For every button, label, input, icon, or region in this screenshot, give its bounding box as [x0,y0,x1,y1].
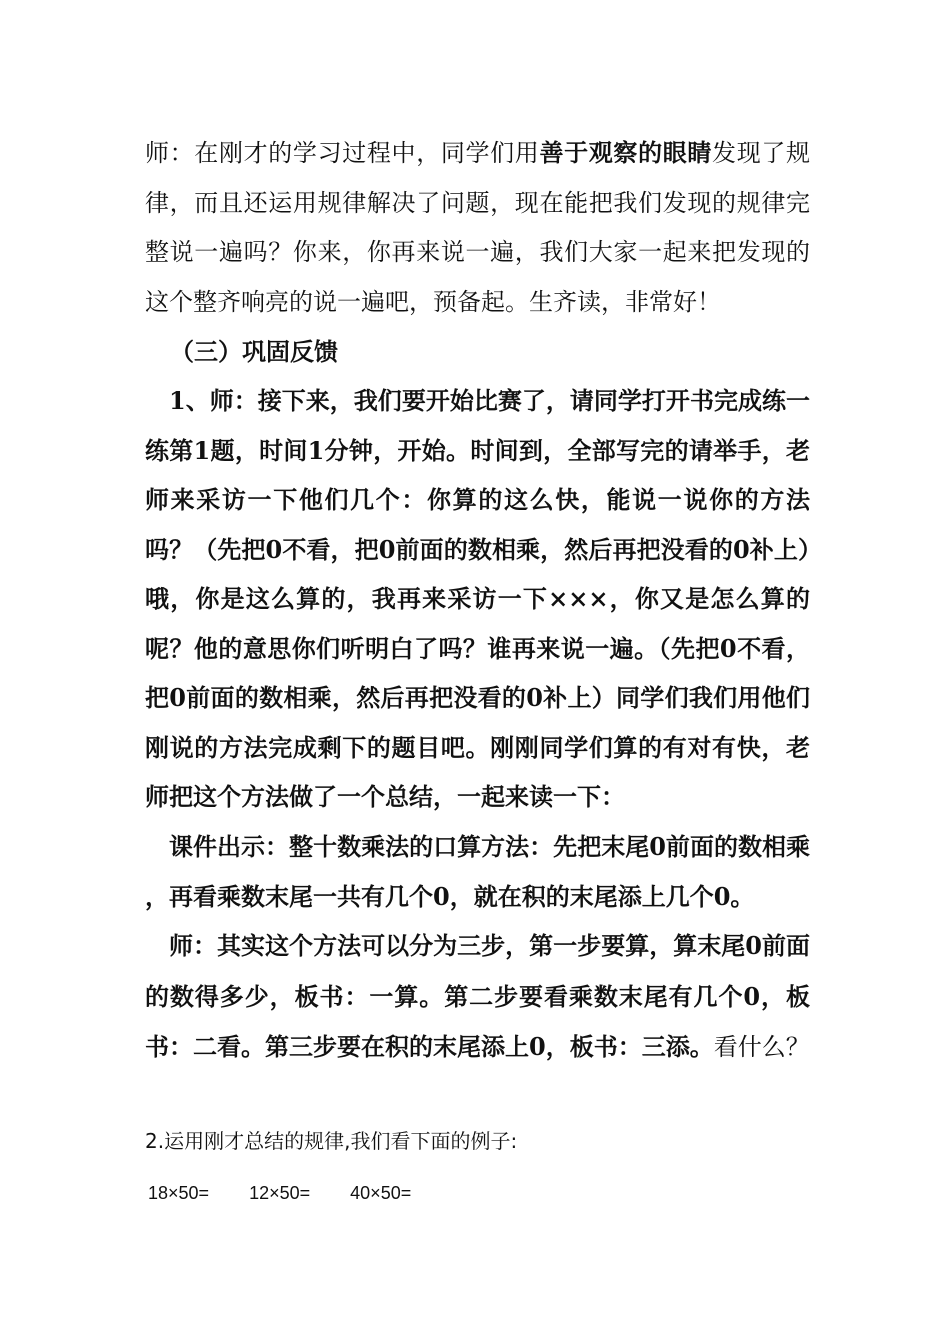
three-steps-paragraph [145,921,810,1073]
expression-item: 40×50= [350,1183,412,1203]
expression-item: 18×50= [148,1183,210,1203]
three-steps-bold: 师：其实这个方法可以分为三步，第一步要算，算末尾0前面的数得多少，板书：一算。第二步要看乘数末尾有几个0，板书：二看。第三步要在积的末尾添上0，板书：三添。 [145,931,810,1061]
section-heading: （三）巩固反馈 [170,337,338,366]
example-expressions [148,1183,451,1204]
courseware-paragraph: 课件出示：整十数乘法的口算方法：先把末尾0前面的数相乘 ，再看乘数末尾一共有几个0，就在积的末尾添上几个0。 [145,832,810,911]
expression-item: 12×50= [249,1183,311,1203]
example-intro: 2.运用刚才总结的规律,我们看下面的例子: [145,1129,518,1153]
paragraph1-emphasis: 善于观察的眼睛 [539,138,713,167]
three-steps-tail: 看什么？ [713,1033,810,1061]
exercise-paragraph: 1、师：接下来，我们要开始比赛了，请同学打开书完成练一练第1题，时间1分钟，开始。时间到，全部写完的请举手，老师来采访一下他们几个：你算的这么快，能说一说你的方法吗？（先把0不看，把0前面的数相乘，然后再把没看的0补上）哦，你是这么算的，我再来采访一下×××，你又是怎么算的呢？他的意思你们听明白了吗？谁再来说一遍。（先把0不看，把0前面的数相乘，然后再把没看的0补上）同学们我们用他们刚说的方法完成剩下的题目吧。刚刚同学们算的有对有快，老师把这个方法做了一个总结，一起来读一下： [145,386,810,811]
teacher-summary-paragraph [145,128,810,327]
paragraph1-part-c: 发现了规律，而且还运用规律解决了问题，现在能把我们发现的规律完整说一遍吗？你来，你再来说一遍，我们大家一起来把发现的这个整齐响亮的说一遍吧，预备起。生齐读，非常好！ [145,139,811,316]
paragraph1-part-a: 师：在刚才的学习过程中，同学们用 [145,139,540,167]
